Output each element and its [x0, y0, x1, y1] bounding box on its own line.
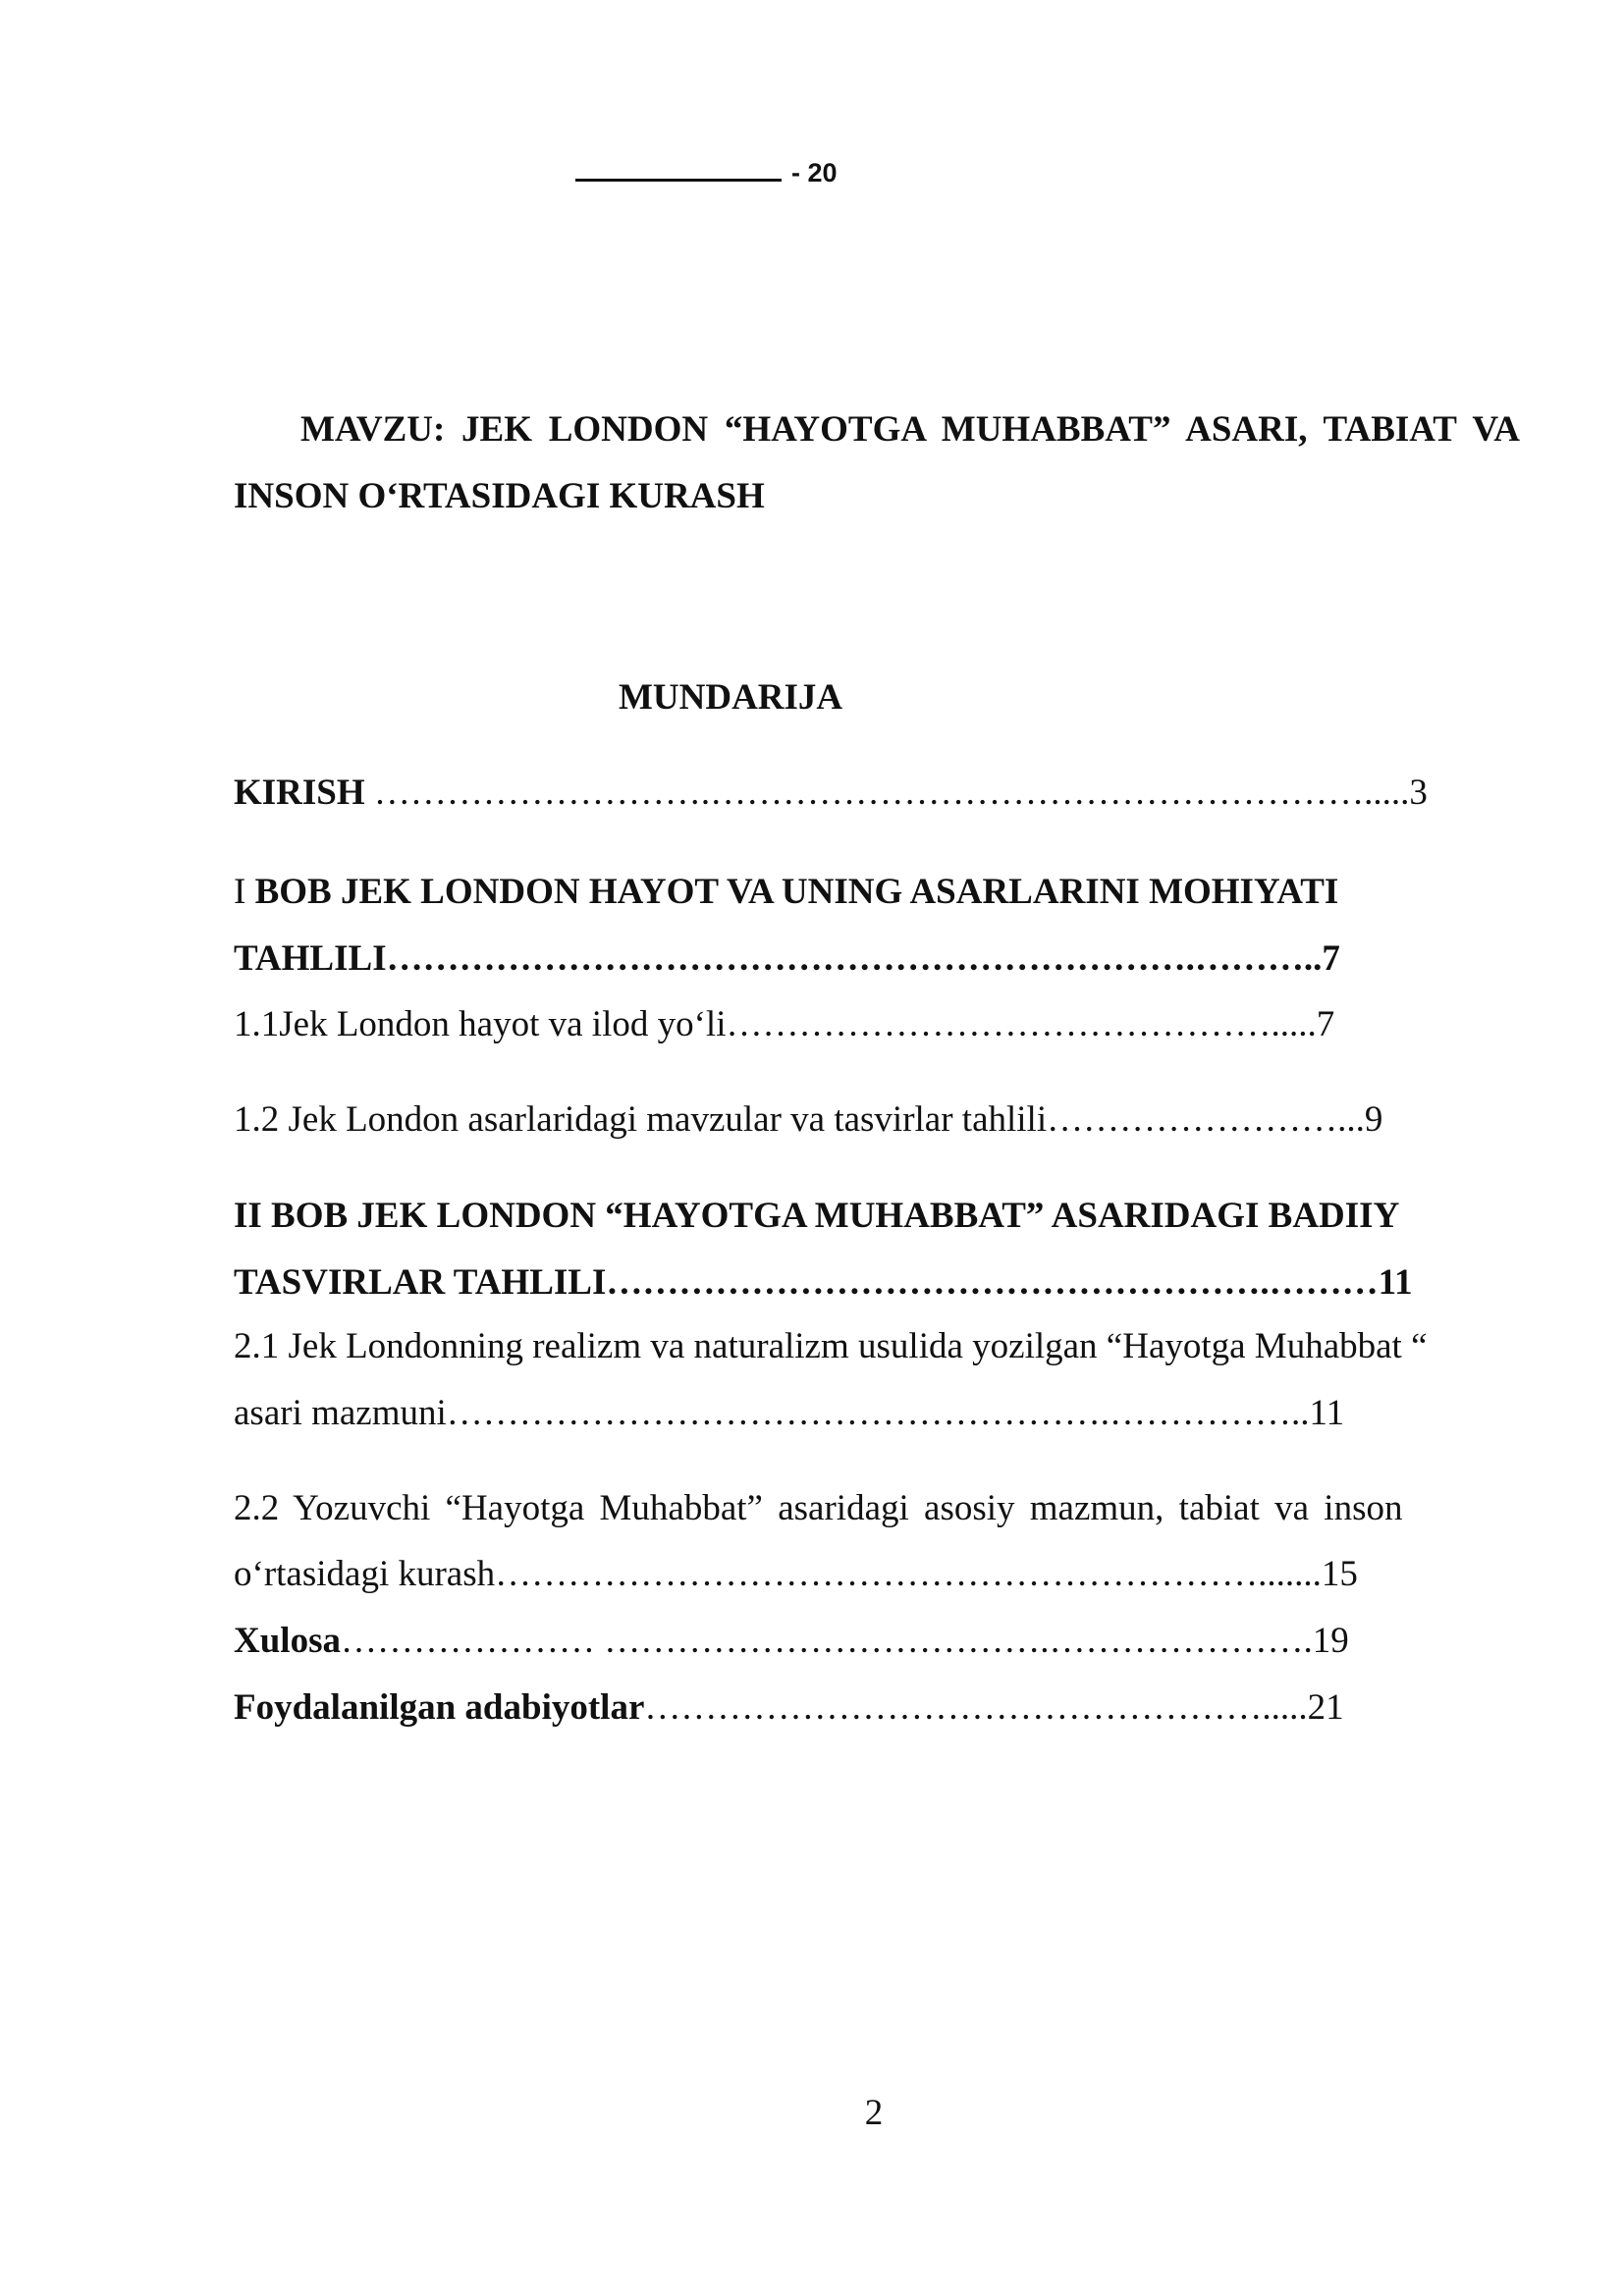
page-number: 2 — [864, 2093, 884, 2133]
toc-entry-bob2-line1: II BOB JEK LONDON “HAYOTGA MUHABBAT” ASARIDAGI BADIIY — [234, 1196, 1400, 1236]
toc-entry-leader: ………………… ……………………………….………………….19 — [340, 1621, 1349, 1661]
toc-entry-2-1-line2: asari mazmuni……………………………………………….……………..11 — [234, 1393, 1345, 1433]
toc-entry-label: Xulosa — [234, 1621, 341, 1661]
toc-entry-label: KIRISH — [234, 773, 365, 813]
page-header — [575, 155, 838, 189]
toc-entry-bob1-line2: TAHLILI………………………………………………………….………..7 — [234, 938, 1340, 979]
toc-entry-2-1-line1: 2.1 Jek Londonning realizm va naturalizm usulida yozilgan “Hayotga Muhabbat “ — [234, 1326, 1428, 1366]
toc-heading: MUNDARIJA — [619, 677, 843, 718]
toc-entry-1-1: 1.1Jek London hayot va ilod yo‘li……………………………………….....7 — [234, 1004, 1335, 1044]
toc-entry-leader: ……………………….……………………………………………….....3 — [364, 773, 1428, 813]
toc-entry-2-2-line1: 2.2 Yozuvchi “Hayotga Muhabbat” asaridagi asosiy mazmun, tabiat va inson — [234, 1488, 1403, 1528]
toc-entry-label: BOB JEK LONDON HAYOT VA UNING ASARLARINI MOHIYATI — [245, 872, 1339, 912]
toc-entry-label: Foydalanilgan adabiyotlar — [234, 1687, 645, 1728]
header-number: - 20 — [791, 158, 838, 187]
toc-entry-prefix: I — [234, 872, 246, 912]
header-blank-line — [575, 155, 782, 182]
toc-entry-kirish — [234, 760, 1522, 827]
document-title: MAVZU: JEK LONDON “HAYOTGA MUHABBAT” ASARI, TABIAT VA INSON O‘RTASIDAGI KURASH — [234, 409, 1520, 516]
toc-entry-bob1-line1 — [234, 859, 1522, 926]
toc-entry-leader: …………………………………………….....21 — [644, 1687, 1344, 1728]
toc-entry-adabiyotlar — [234, 1675, 1522, 1741]
toc-entry-2-2-line2: o‘rtasidagi kurash……………………………………………………….......15 — [234, 1554, 1358, 1594]
toc-entry-1-2: 1.2 Jek London asarlaridagi mavzular va tasvirlar tahlili……………………...9 — [234, 1099, 1383, 1140]
toc-entry-bob2-line2: TASVIRLAR TAHLILI……………………………………………….………11 — [234, 1262, 1413, 1303]
toc-entry-xulosa — [234, 1608, 1522, 1675]
